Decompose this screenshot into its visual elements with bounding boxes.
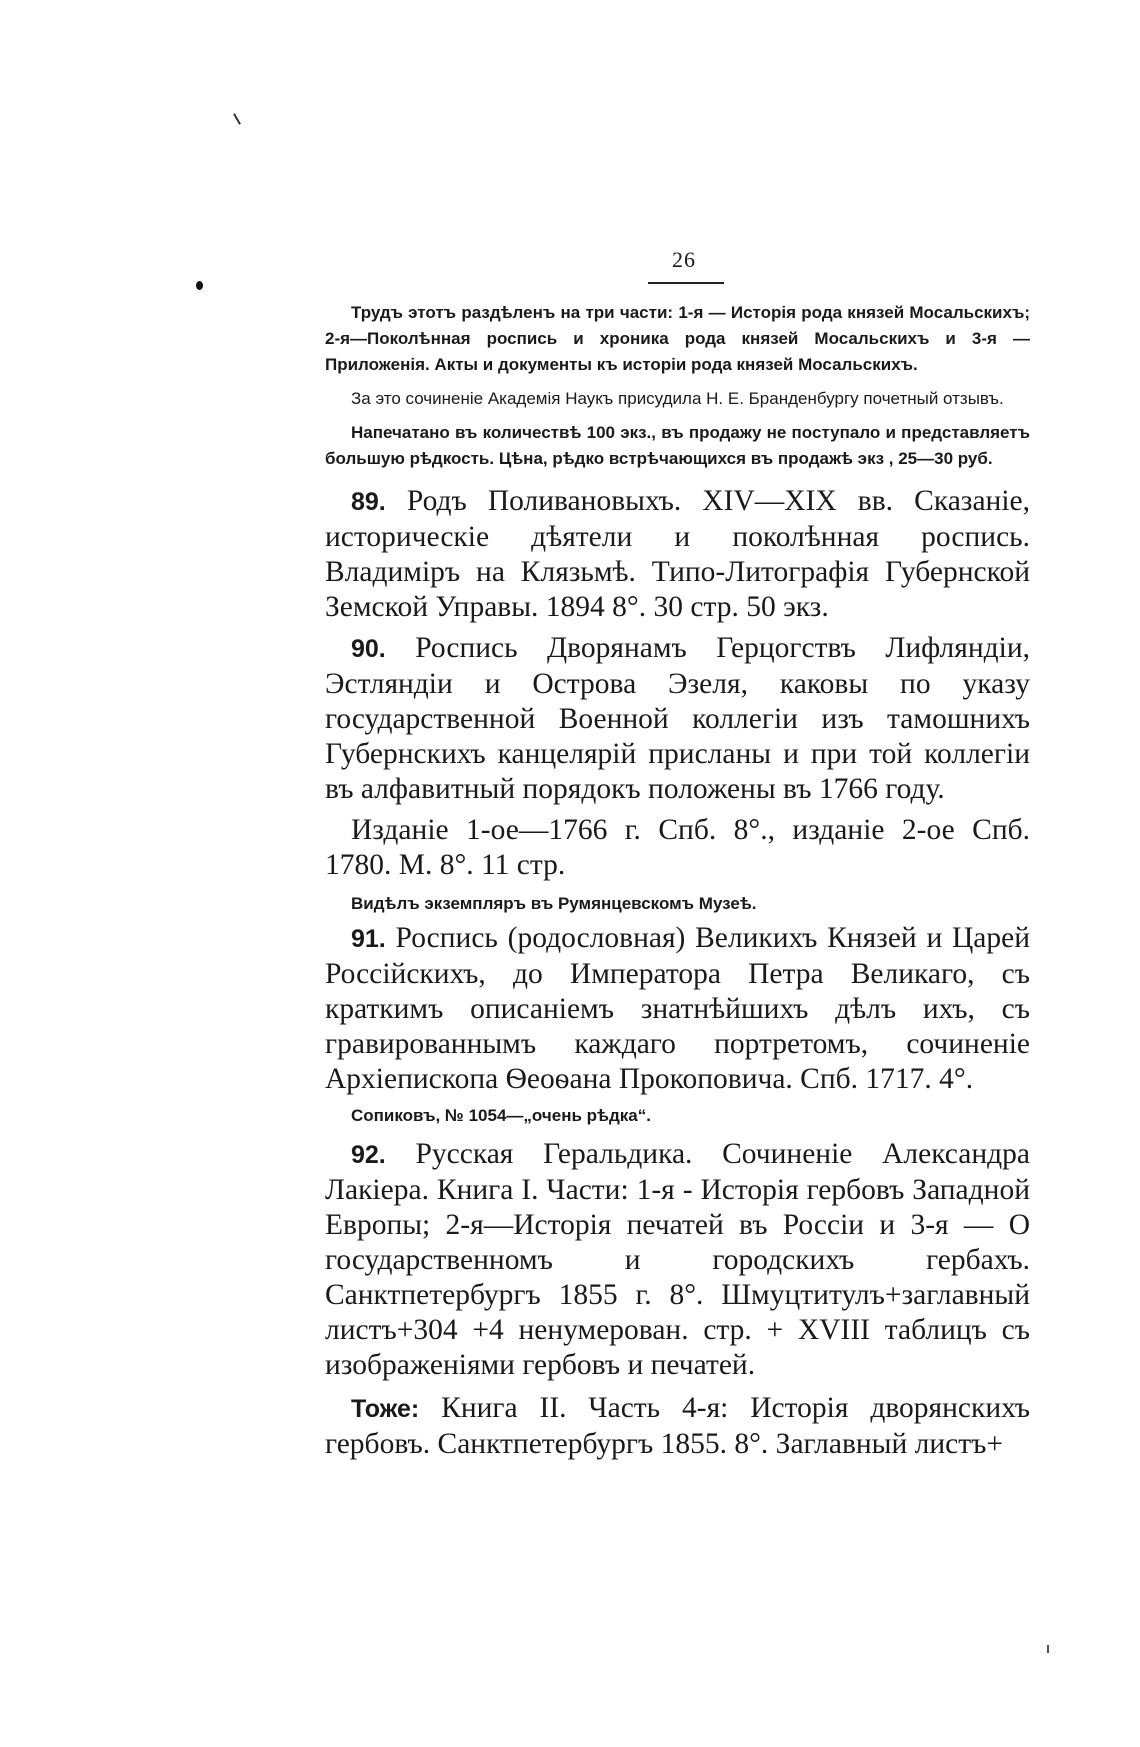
page-number-rule	[648, 282, 724, 284]
ink-dot	[196, 281, 203, 290]
entry-91-note: Сопиковъ, № 1054—„очень рѣдка“.	[351, 1106, 651, 1125]
entry-text: Книга II. Часть 4-я: Исторія дворянскихъ гербовъ. Санктпетербургъ 1855. 8°. Заглавный листъ+	[325, 1392, 1030, 1460]
entry-text: Родъ Поливановыхъ. XIV—XIX вв. Сказаніе, историческіе дѣятели и поколѣнная роспись. Владиміръ на Клязьмѣ. Типо-Литографія Губернской Земской Управы. 1894 8°. 30 стр. 50 экз.	[325, 485, 1030, 623]
paragraph-award: За это сочиненіе Академія Наукъ присудила Н. Е. Бранденбургу почетный отзывъ.	[351, 389, 1004, 408]
entry-text: Роспись (родословная) Великихъ Князей и Царей Россійскихъ, до Императора Петра Великаго, съ краткимъ описаніемъ знатнѣйшихъ дѣлъ ихъ, съ гравированнымъ каждаго портретомъ, сочиненіе Архіепископа Ѳеоѳана Прокоповича. Спб. 1717. 4°.	[325, 922, 1031, 1095]
entry-92	[325, 1137, 1030, 1383]
entry-number: 89.	[351, 488, 386, 516]
paragraph-edition: Напечатано въ количествѣ 100 экз., въ продажу не поступало и представляетъ большую рѣдкость. Цѣна, рѣдко встрѣчающихся въ продажѣ экз , 25—30 руб.	[325, 423, 1030, 468]
entry-91	[325, 921, 1030, 1097]
entry-text: Роспись Дворянамъ Герцогствъ Лифляндіи, Эстляндіи и Острова Эзеля, каковы по указу государственной Военной коллегіи изъ тамошнихъ Губернскихъ канцелярій присланы и при той коллегіи въ алфавитный порядокъ положены въ 1766 году.	[325, 632, 1031, 805]
entry-89	[325, 484, 1030, 625]
text-block	[325, 300, 1030, 1462]
entry-number: 92.	[351, 1141, 386, 1169]
margin-speck	[1047, 1645, 1049, 1653]
paragraph-contents: Трудъ этотъ раздѣленъ на три части: 1-я — Исторія рода князей Мосальскихъ; 2-я—Поколѣнная роспись и хроника рода князей Мосальскихъ и 3-я — Приложенія. Акты и документы къ исторіи рода князей Мосальскихъ.	[325, 303, 1030, 374]
tozhe-label: Тоже:	[351, 1395, 420, 1423]
entry-90-edition: Изданіе 1-ое—1766 г. Спб. 8°., изданіе 2-ое Спб. 1780. М. 8°. 11 стр.	[325, 814, 1030, 881]
entry-92-continued	[325, 1391, 1030, 1462]
entry-90-note: Видѣлъ экземпляръ въ Румянцевскомъ Музеѣ.	[351, 894, 757, 913]
entry-90	[325, 631, 1030, 807]
entry-text: Русская Геральдика. Сочиненіе Александра Лакіера. Книга I. Части: 1-я - Исторія гербовъ Западной Европы; 2-я—Исторія печатей въ Россіи и 3-я — О государственномъ и городскихъ гербахъ. Санктпетербургъ 1855 г. 8°. Шмуцтитулъ+заглавный листъ+304 +4 ненумерован. стр. + XVIII таблицъ съ изображеніями гербовъ и печатей.	[325, 1138, 1030, 1381]
page-number: 26	[672, 247, 696, 272]
entry-number: 90.	[351, 635, 386, 663]
entry-number: 91.	[351, 925, 386, 953]
margin-mark	[233, 113, 241, 124]
